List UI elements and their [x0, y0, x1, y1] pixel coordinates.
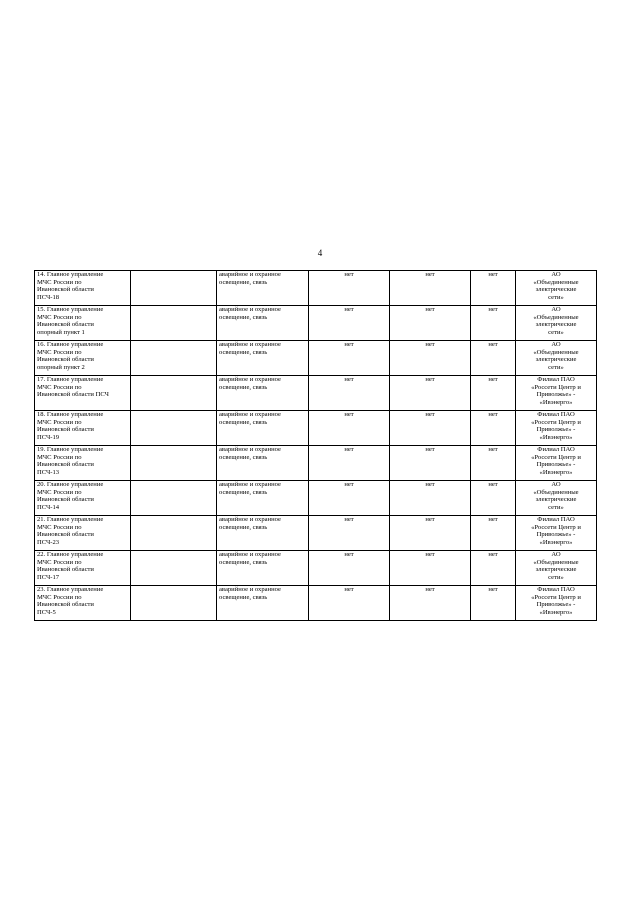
- organization-cell-line: опорный пункт 1: [37, 329, 85, 337]
- supplier-cell-line: Приволжье» -: [536, 426, 576, 434]
- empty-cell: [131, 271, 217, 306]
- equipment-cell-line: освещение, связь: [219, 348, 268, 356]
- organization-cell-line: 15. Главное управление: [37, 306, 104, 313]
- supplier-cell: [516, 411, 597, 446]
- value-cell-5: нет: [471, 376, 516, 411]
- supplier-cell-line: «Объединенные: [533, 278, 579, 286]
- organization-cell-line: ПСЧ-5: [37, 609, 56, 617]
- table-row: [35, 586, 597, 621]
- supplier-cell-line: «Ивэнерго»: [539, 609, 573, 617]
- organization-cell-line: ПСЧ-13: [37, 469, 60, 477]
- supplier-cell: [516, 551, 597, 586]
- organization-cell-line: МЧС России по: [37, 278, 82, 286]
- organization-cell-line: МЧС России по: [37, 558, 82, 566]
- organization-cell-line: 23. Главное управление: [37, 586, 104, 593]
- supplier-cell-line: Приволжье» -: [536, 601, 576, 609]
- supplier-cell-line: Приволжье» -: [536, 461, 576, 469]
- equipment-cell: [217, 586, 309, 621]
- supplier-cell: [516, 446, 597, 481]
- organization-cell-line: МЧС России по: [37, 488, 82, 496]
- equipment-cell: [217, 516, 309, 551]
- table-row: [35, 376, 597, 411]
- supplier-cell-line: «Ивэнерго»: [539, 434, 573, 442]
- value-cell-5: нет: [471, 271, 516, 306]
- supplier-cell-line: сети»: [548, 504, 564, 512]
- empty-cell: [131, 306, 217, 341]
- value-cell-5: нет: [471, 481, 516, 516]
- organization-cell-line: 16. Главное управление: [37, 341, 104, 348]
- equipment-cell-line: освещение, связь: [219, 488, 268, 496]
- equipment-cell-line: освещение, связь: [219, 593, 268, 601]
- supplier-cell: [516, 376, 597, 411]
- supplier-cell-line: электрические: [535, 356, 577, 364]
- organization-cell-line: ПСЧ-19: [37, 434, 60, 442]
- value-cell-5: нет: [471, 341, 516, 376]
- value-cell-3: нет: [309, 306, 390, 341]
- value-cell-5: нет: [471, 586, 516, 621]
- supplier-cell-line: «Ивэнерго»: [539, 399, 573, 407]
- supplier-cell-line: «Россети Центр и: [531, 523, 581, 531]
- table-row: [35, 551, 597, 586]
- equipment-cell-line: аварийное и охранное: [219, 481, 281, 488]
- empty-cell: [131, 551, 217, 586]
- organization-cell: [35, 516, 131, 551]
- equipment-cell-line: освещение, связь: [219, 453, 268, 461]
- organization-cell: [35, 586, 131, 621]
- organization-cell-line: Ивановской области: [37, 426, 94, 434]
- value-cell-3: нет: [309, 271, 390, 306]
- supplier-cell-line: АО: [551, 481, 561, 488]
- supplier-cell: [516, 516, 597, 551]
- value-cell-3: нет: [309, 586, 390, 621]
- supplier-cell-line: электрические: [535, 321, 577, 329]
- supplier-cell-line: «Объединенные: [533, 313, 579, 321]
- equipment-cell-line: аварийное и охранное: [219, 411, 281, 418]
- organization-cell-line: Ивановской области: [37, 566, 94, 574]
- organization-cell-line: 17. Главное управление: [37, 376, 104, 383]
- empty-cell: [131, 341, 217, 376]
- organization-cell-line: 18. Главное управление: [37, 411, 104, 418]
- value-cell-3: нет: [309, 516, 390, 551]
- supplier-cell-line: АО: [551, 271, 561, 278]
- organization-cell-line: МЧС России по: [37, 418, 82, 426]
- organization-cell-line: Ивановской области: [37, 461, 94, 469]
- equipment-cell-line: аварийное и охранное: [219, 586, 281, 593]
- table-row: [35, 446, 597, 481]
- equipment-cell: [217, 376, 309, 411]
- equipment-cell: [217, 411, 309, 446]
- organization-cell-line: ПСЧ-14: [37, 504, 60, 512]
- supplier-cell-line: сети»: [548, 364, 564, 372]
- supplier-cell-line: АО: [551, 341, 561, 348]
- supplier-cell: [516, 341, 597, 376]
- equipment-cell-line: аварийное и охранное: [219, 376, 281, 383]
- supplier-cell: [516, 306, 597, 341]
- supplier-cell: [516, 586, 597, 621]
- equipment-cell-line: освещение, связь: [219, 558, 268, 566]
- table-row: [35, 306, 597, 341]
- empty-cell: [131, 481, 217, 516]
- organization-cell-line: МЧС России по: [37, 348, 82, 356]
- value-cell-5: нет: [471, 516, 516, 551]
- organization-cell: [35, 551, 131, 586]
- value-cell-4: нет: [390, 341, 471, 376]
- organization-cell: [35, 341, 131, 376]
- table-row: [35, 341, 597, 376]
- organization-cell-line: ПСЧ-18: [37, 294, 60, 302]
- value-cell-4: нет: [390, 516, 471, 551]
- value-cell-5: нет: [471, 411, 516, 446]
- supplier-cell: [516, 271, 597, 306]
- value-cell-4: нет: [390, 411, 471, 446]
- supplier-cell-line: Филиал ПАО: [537, 411, 575, 418]
- equipment-cell-line: аварийное и охранное: [219, 446, 281, 453]
- equipment-cell-line: освещение, связь: [219, 313, 268, 321]
- value-cell-4: нет: [390, 306, 471, 341]
- supplier-cell: [516, 481, 597, 516]
- equipment-cell: [217, 446, 309, 481]
- empty-cell: [131, 446, 217, 481]
- value-cell-4: нет: [390, 376, 471, 411]
- supplier-cell-line: «Россети Центр и: [531, 593, 581, 601]
- organization-cell-line: 22. Главное управление: [37, 551, 104, 558]
- table-row: [35, 271, 597, 306]
- supplier-cell-line: АО: [551, 551, 561, 558]
- supplier-cell-line: «Объединенные: [533, 348, 579, 356]
- organization-cell-line: ПСЧ-17: [37, 574, 60, 582]
- table-body: [35, 271, 597, 621]
- organization-cell: [35, 271, 131, 306]
- organization-cell-line: 20. Главное управление: [37, 481, 104, 488]
- supplier-cell-line: сети»: [548, 329, 564, 337]
- equipment-cell-line: аварийное и охранное: [219, 551, 281, 558]
- organization-cell: [35, 446, 131, 481]
- empty-cell: [131, 516, 217, 551]
- organization-cell-line: ПСЧ-23: [37, 539, 60, 547]
- supplier-cell-line: электрические: [535, 566, 577, 574]
- equipment-cell: [217, 271, 309, 306]
- organization-cell-line: Ивановской области: [37, 321, 94, 329]
- value-cell-4: нет: [390, 271, 471, 306]
- supplier-cell-line: «Россети Центр и: [531, 453, 581, 461]
- table-row: [35, 481, 597, 516]
- supplier-cell-line: «Объединенные: [533, 558, 579, 566]
- supplier-cell-line: АО: [551, 306, 561, 313]
- equipment-cell: [217, 481, 309, 516]
- value-cell-4: нет: [390, 481, 471, 516]
- value-cell-4: нет: [390, 446, 471, 481]
- organization-cell-line: 21. Главное управление: [37, 516, 104, 523]
- value-cell-3: нет: [309, 376, 390, 411]
- supplier-cell-line: сети»: [548, 294, 564, 302]
- value-cell-3: нет: [309, 411, 390, 446]
- supplier-cell-line: «Россети Центр и: [531, 418, 581, 426]
- table-row: [35, 516, 597, 551]
- equipment-cell: [217, 341, 309, 376]
- supplier-cell-line: электрические: [535, 496, 577, 504]
- value-cell-5: нет: [471, 551, 516, 586]
- objects-table: [34, 270, 597, 621]
- organization-cell-line: Ивановской области ПСЧ: [37, 391, 109, 399]
- supplier-cell-line: Филиал ПАО: [537, 376, 575, 383]
- value-cell-4: нет: [390, 551, 471, 586]
- value-cell-5: нет: [471, 446, 516, 481]
- supplier-cell-line: Приволжье» -: [536, 391, 576, 399]
- value-cell-3: нет: [309, 551, 390, 586]
- equipment-cell: [217, 551, 309, 586]
- equipment-cell-line: освещение, связь: [219, 523, 268, 531]
- organization-cell-line: МЧС России по: [37, 453, 82, 461]
- equipment-cell-line: освещение, связь: [219, 418, 268, 426]
- value-cell-5: нет: [471, 306, 516, 341]
- table-row: [35, 411, 597, 446]
- value-cell-3: нет: [309, 446, 390, 481]
- organization-cell-line: опорный пункт 2: [37, 364, 85, 372]
- organization-cell: [35, 376, 131, 411]
- empty-cell: [131, 586, 217, 621]
- value-cell-3: нет: [309, 481, 390, 516]
- organization-cell-line: 14. Главное управление: [37, 271, 104, 278]
- supplier-cell-line: «Ивэнерго»: [539, 539, 573, 547]
- supplier-cell-line: сети»: [548, 574, 564, 582]
- organization-cell-line: МЧС России по: [37, 593, 82, 601]
- organization-cell: [35, 411, 131, 446]
- empty-cell: [131, 376, 217, 411]
- organization-cell-line: Ивановской области: [37, 286, 94, 294]
- equipment-cell-line: освещение, связь: [219, 383, 268, 391]
- supplier-cell-line: «Объединенные: [533, 488, 579, 496]
- supplier-cell-line: Приволжье» -: [536, 531, 576, 539]
- value-cell-3: нет: [309, 341, 390, 376]
- supplier-cell-line: «Ивэнерго»: [539, 469, 573, 477]
- supplier-cell-line: «Россети Центр и: [531, 383, 581, 391]
- organization-cell: [35, 481, 131, 516]
- supplier-cell-line: Филиал ПАО: [537, 516, 575, 523]
- organization-cell-line: Ивановской области: [37, 356, 94, 364]
- equipment-cell: [217, 306, 309, 341]
- empty-cell: [131, 411, 217, 446]
- organization-cell-line: Ивановской области: [37, 531, 94, 539]
- supplier-cell-line: электрические: [535, 286, 577, 294]
- page-number: 4: [317, 248, 323, 258]
- equipment-cell-line: освещение, связь: [219, 278, 268, 286]
- equipment-cell-line: аварийное и охранное: [219, 271, 281, 278]
- organization-cell-line: 19. Главное управление: [37, 446, 104, 453]
- value-cell-4: нет: [390, 586, 471, 621]
- supplier-cell-line: Филиал ПАО: [537, 446, 575, 453]
- organization-cell-line: Ивановской области: [37, 496, 94, 504]
- organization-cell-line: Ивановской области: [37, 601, 94, 609]
- organization-cell-line: МЧС России по: [37, 523, 82, 531]
- organization-cell: [35, 306, 131, 341]
- organization-cell-line: МЧС России по: [37, 383, 82, 391]
- organization-cell-line: МЧС России по: [37, 313, 82, 321]
- equipment-cell-line: аварийное и охранное: [219, 306, 281, 313]
- supplier-cell-line: Филиал ПАО: [537, 586, 575, 593]
- equipment-cell-line: аварийное и охранное: [219, 516, 281, 523]
- equipment-cell-line: аварийное и охранное: [219, 341, 281, 348]
